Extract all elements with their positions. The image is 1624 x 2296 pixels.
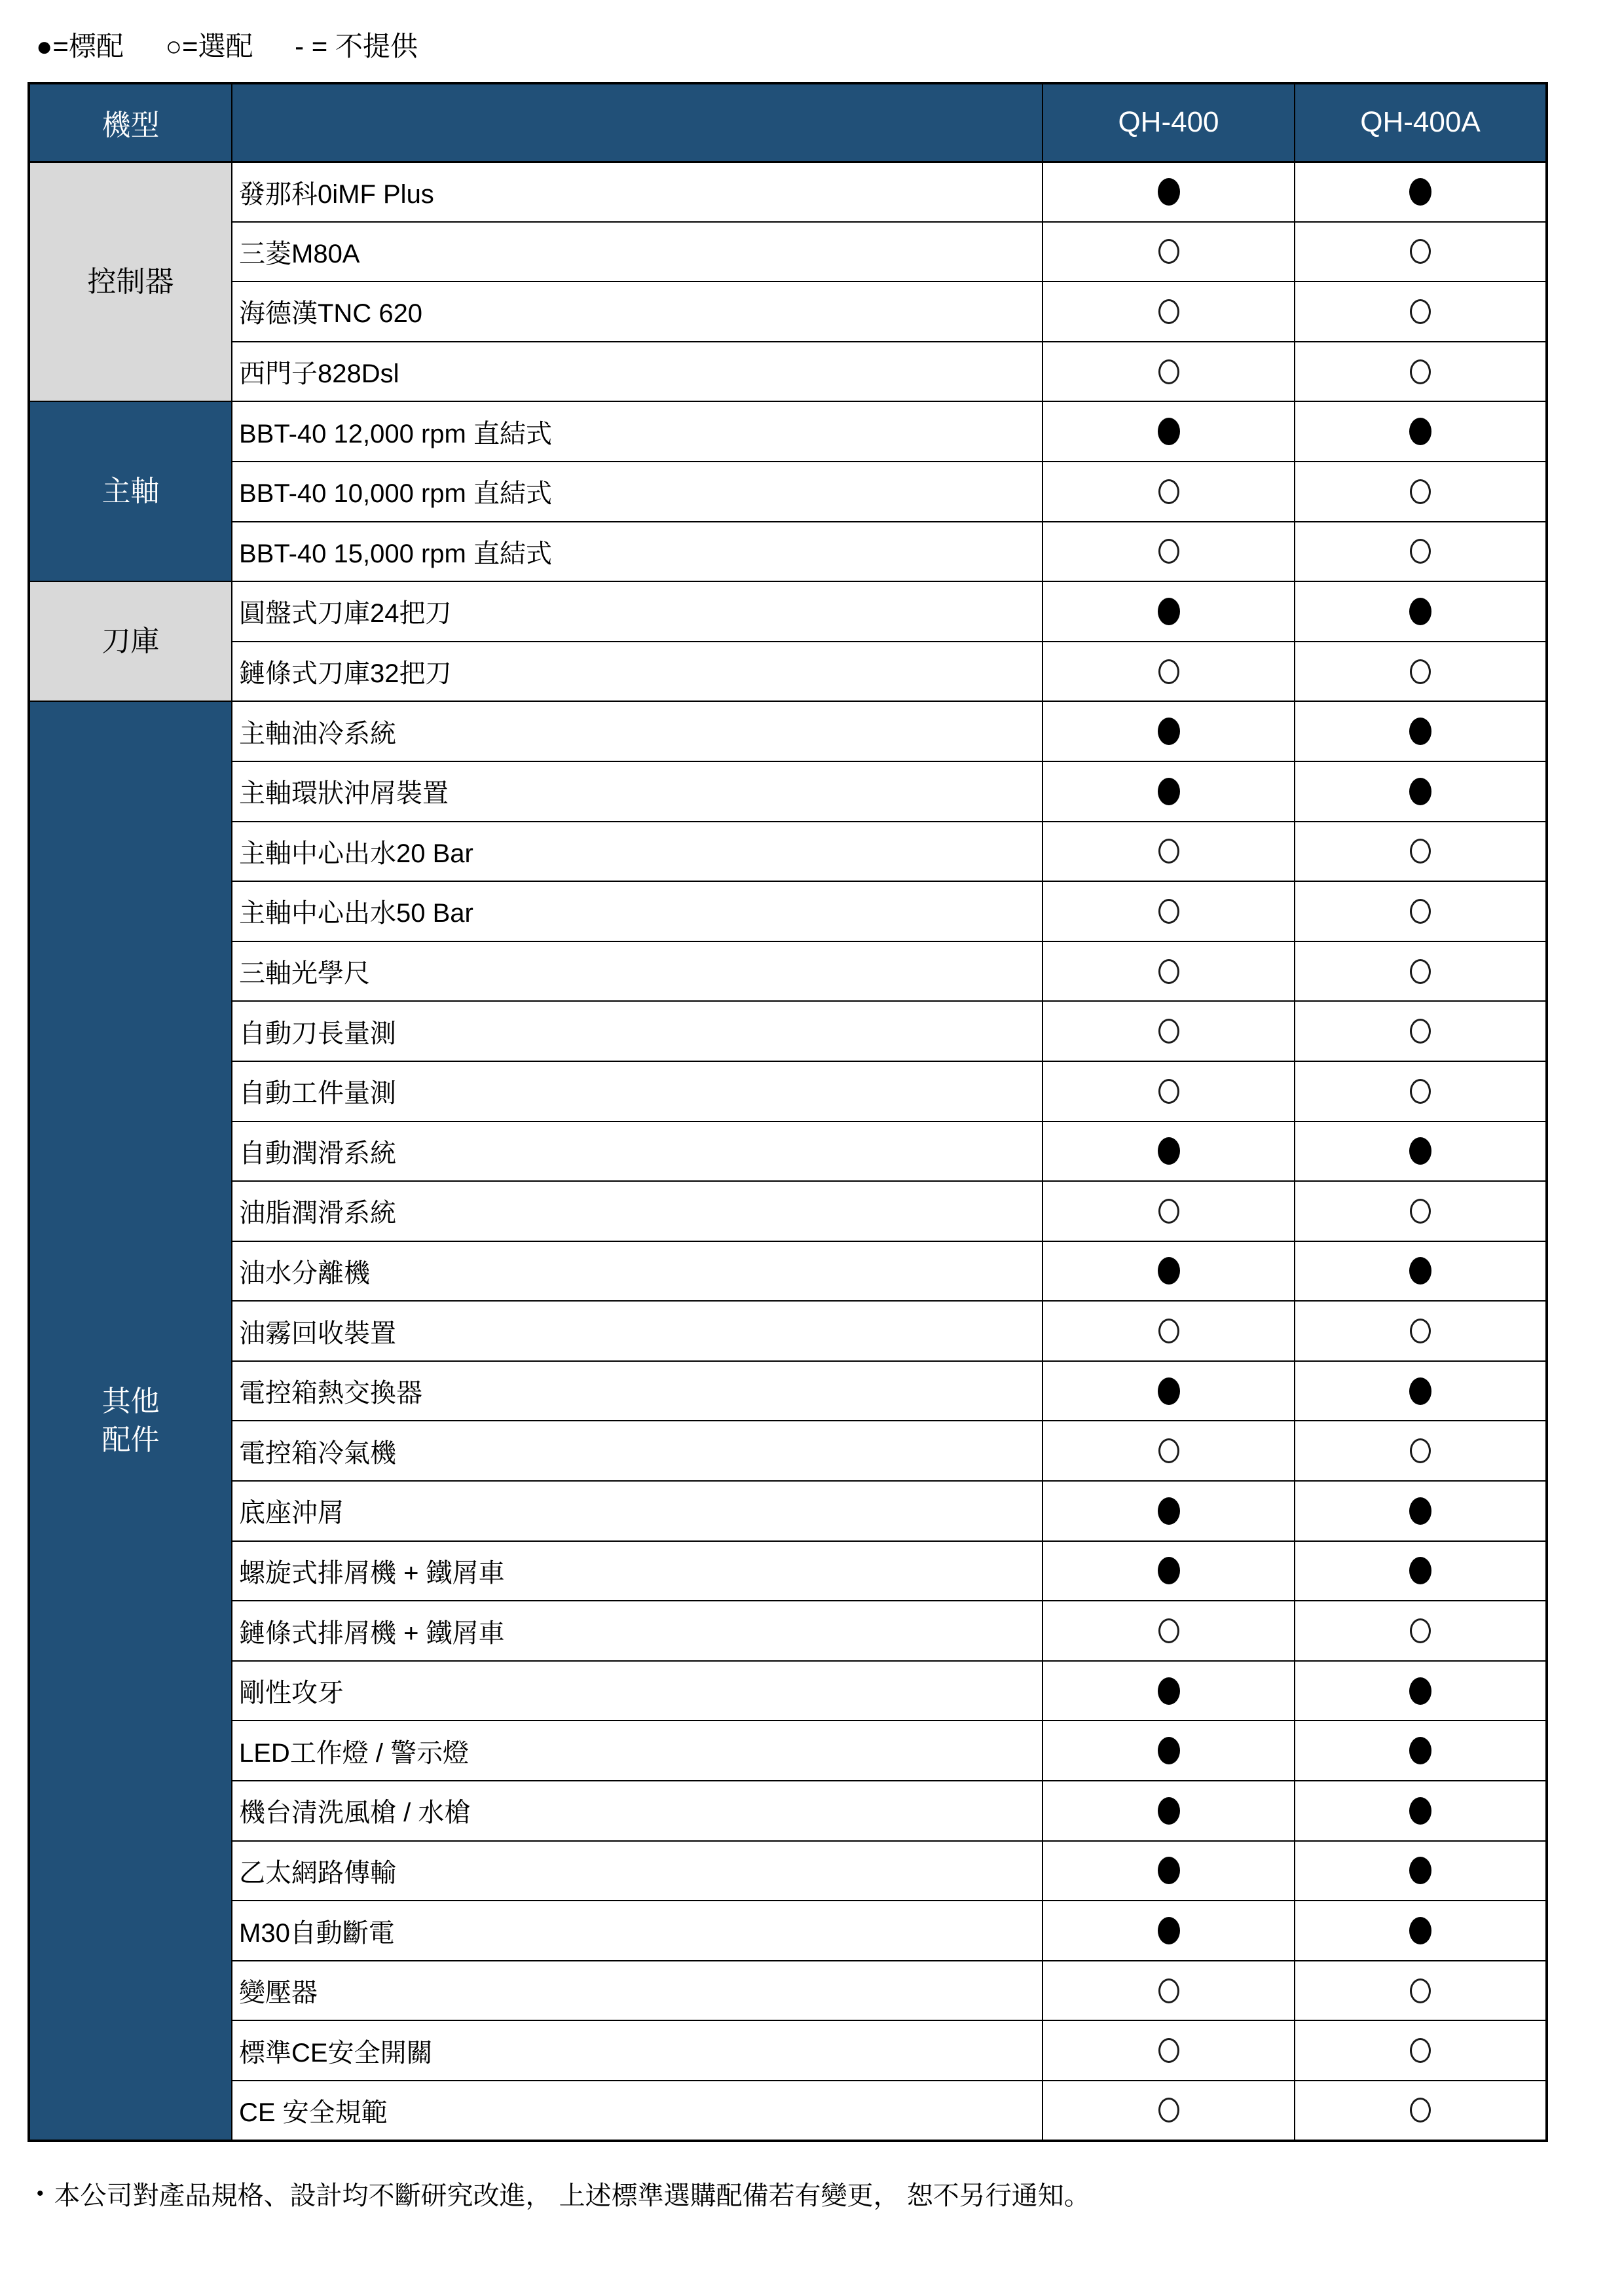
spec-row [29, 761, 1547, 822]
filled-dot-icon [1409, 1137, 1431, 1165]
group-label-1: 主軸 [29, 401, 232, 581]
standard-cell [1295, 1781, 1547, 1841]
spec-table-header [29, 83, 1547, 162]
optional-cell [1043, 1961, 1295, 2021]
filled-dot-icon [1158, 1377, 1180, 1405]
spec-row [29, 1301, 1547, 1361]
standard-cell [1295, 581, 1547, 642]
standard-cell [1043, 1121, 1295, 1182]
item-label: 主軸中心出水50 Bar [232, 881, 1043, 941]
item-label: 油霧回收裝置 [232, 1301, 1043, 1361]
optional-cell [1043, 222, 1295, 282]
item-label: 西門子828Dsl [232, 342, 1043, 402]
filled-dot-icon [1158, 718, 1180, 745]
item-label: 標準CE安全開關 [232, 2020, 1043, 2081]
item-label: CE 安全規範 [232, 2081, 1043, 2141]
open-circle-icon [1410, 239, 1431, 264]
open-circle-icon [1410, 659, 1431, 684]
filled-dot-icon [1158, 1557, 1180, 1584]
standard-cell [1295, 1121, 1547, 1182]
item-label: M30自動斷電 [232, 1901, 1043, 1961]
standard-cell [1043, 1901, 1295, 1961]
open-circle-icon [1158, 1199, 1179, 1224]
item-label: 鏈條式排屑機 + 鐵屑車 [232, 1601, 1043, 1661]
optional-cell [1295, 342, 1547, 402]
filled-dot-icon [1409, 1917, 1431, 1944]
item-label: 電控箱冷氣機 [232, 1421, 1043, 1481]
optional-cell [1043, 2020, 1295, 2081]
open-circle-icon [1158, 359, 1179, 384]
optional-cell [1043, 522, 1295, 582]
spec-row [29, 1421, 1547, 1481]
spec-row [29, 822, 1547, 882]
spec-row [29, 1121, 1547, 1182]
open-circle-icon [1158, 899, 1179, 924]
open-circle-icon [1410, 479, 1431, 504]
optional-cell [1043, 462, 1295, 522]
item-label: 三菱M80A [232, 222, 1043, 282]
open-circle-icon [1158, 479, 1179, 504]
item-label: 油水分離機 [232, 1241, 1043, 1302]
spec-row [29, 1481, 1547, 1541]
item-label: 自動工件量測 [232, 1061, 1043, 1121]
item-label: 螺旋式排屑機 + 鐵屑車 [232, 1541, 1043, 1601]
standard-cell [1043, 1361, 1295, 1421]
standard-cell [1043, 581, 1295, 642]
header-row [29, 83, 1547, 162]
optional-cell [1295, 462, 1547, 522]
open-circle-icon [1158, 959, 1179, 984]
standard-cell [1295, 701, 1547, 761]
filled-dot-icon [1409, 1677, 1431, 1705]
optional-cell [1043, 941, 1295, 1002]
standard-cell [1295, 1361, 1547, 1421]
spec-row [29, 1061, 1547, 1121]
optional-cell [1295, 941, 1547, 1002]
spec-row [29, 522, 1547, 582]
optional-cell [1043, 1421, 1295, 1481]
filled-dot-icon [1409, 718, 1431, 745]
header-model-qh400a: QH-400A [1295, 83, 1547, 162]
standard-cell [1043, 162, 1295, 222]
optional-cell [1043, 2081, 1295, 2141]
legend [36, 30, 418, 63]
open-circle-icon [1410, 899, 1431, 924]
open-circle-icon [1410, 839, 1431, 864]
optional-cell [1043, 881, 1295, 941]
legend-optional: ○=選配 [165, 31, 253, 62]
item-label: 三軸光學尺 [232, 941, 1043, 1002]
standard-cell [1295, 1901, 1547, 1961]
open-circle-icon [1158, 539, 1179, 564]
optional-cell [1295, 2020, 1547, 2081]
spec-row [29, 642, 1547, 702]
open-circle-icon [1158, 659, 1179, 684]
optional-cell [1295, 822, 1547, 882]
footnote-text: 本公司對產品規格、設計均不斷研究改進， 上述標準選購配備若有變更， 恕不另行通知。 [54, 2181, 1090, 2210]
spec-row [29, 1901, 1547, 1961]
open-circle-icon [1410, 2098, 1431, 2123]
open-circle-icon [1158, 2038, 1179, 2063]
filled-dot-icon [1409, 178, 1431, 206]
legend-not-provided: - = 不提供 [295, 31, 418, 62]
standard-cell [1043, 1241, 1295, 1302]
optional-cell [1295, 881, 1547, 941]
item-label: 海德漢TNC 620 [232, 282, 1043, 342]
optional-cell [1295, 2081, 1547, 2141]
optional-cell [1295, 642, 1547, 702]
open-circle-icon [1410, 2038, 1431, 2063]
spec-row [29, 282, 1547, 342]
optional-cell [1043, 642, 1295, 702]
item-label: BBT-40 12,000 rpm 直結式 [232, 401, 1043, 462]
footnote [37, 2175, 1090, 2212]
filled-dot-icon [1409, 418, 1431, 445]
open-circle-icon [1410, 1079, 1431, 1104]
open-circle-icon [1158, 2098, 1179, 2123]
spec-row [29, 1721, 1547, 1781]
filled-dot-icon [1409, 1857, 1431, 1884]
spec-row [29, 1181, 1547, 1241]
standard-cell [1043, 1661, 1295, 1721]
spec-row [29, 1781, 1547, 1841]
spec-row [29, 462, 1547, 522]
filled-dot-icon [1158, 1797, 1180, 1825]
filled-dot-icon [1409, 1557, 1431, 1584]
item-label: 變壓器 [232, 1961, 1043, 2021]
spec-row [29, 162, 1547, 222]
item-label: 主軸中心出水20 Bar [232, 822, 1043, 882]
spec-row [29, 881, 1547, 941]
optional-cell [1043, 342, 1295, 402]
optional-cell [1295, 222, 1547, 282]
standard-cell [1043, 701, 1295, 761]
standard-cell [1295, 1661, 1547, 1721]
optional-cell [1295, 1061, 1547, 1121]
spec-row [29, 342, 1547, 402]
item-label: BBT-40 15,000 rpm 直結式 [232, 522, 1043, 582]
open-circle-icon [1410, 539, 1431, 564]
header-machine-type: 機型 [29, 83, 232, 162]
spec-row [29, 2020, 1547, 2081]
item-label: 乙太網路傳輸 [232, 1841, 1043, 1901]
open-circle-icon [1410, 1019, 1431, 1044]
optional-cell [1043, 1601, 1295, 1661]
filled-dot-icon [1158, 1737, 1180, 1764]
item-label: 主軸油冷系統 [232, 701, 1043, 761]
item-label: 自動潤滑系統 [232, 1121, 1043, 1182]
spec-row [29, 1841, 1547, 1901]
open-circle-icon [1158, 1978, 1179, 2003]
optional-cell [1295, 282, 1547, 342]
filled-dot-icon [1409, 598, 1431, 625]
header-item-blank [232, 83, 1043, 162]
standard-cell [1043, 1721, 1295, 1781]
spec-row [29, 1661, 1547, 1721]
open-circle-icon [1158, 1019, 1179, 1044]
filled-dot-icon [1158, 178, 1180, 206]
group-label-2: 刀庫 [29, 581, 232, 701]
spec-row [29, 701, 1547, 761]
filled-dot-icon [1158, 1257, 1180, 1285]
item-label: 主軸環狀沖屑裝置 [232, 761, 1043, 822]
open-circle-icon [1410, 959, 1431, 984]
filled-dot-icon [1158, 778, 1180, 805]
spec-row [29, 941, 1547, 1002]
item-label: 發那科0iMF Plus [232, 162, 1043, 222]
optional-cell [1295, 1301, 1547, 1361]
standard-cell [1295, 162, 1547, 222]
optional-cell [1295, 1601, 1547, 1661]
optional-cell [1295, 522, 1547, 582]
standard-cell [1043, 1481, 1295, 1541]
filled-dot-icon [1409, 778, 1431, 805]
item-label: 鏈條式刀庫32把刀 [232, 642, 1043, 702]
footnote-bullet-icon: • [37, 2183, 44, 2204]
optional-cell [1043, 1301, 1295, 1361]
filled-dot-icon [1158, 1857, 1180, 1884]
spec-table-body [29, 162, 1547, 2141]
item-label: BBT-40 10,000 rpm 直結式 [232, 462, 1043, 522]
open-circle-icon [1410, 1978, 1431, 2003]
optional-cell [1295, 1961, 1547, 2021]
optional-cell [1295, 1421, 1547, 1481]
group-label-3: 其他 配件 [29, 701, 232, 2140]
optional-cell [1043, 282, 1295, 342]
optional-cell [1043, 1061, 1295, 1121]
standard-cell [1295, 401, 1547, 462]
filled-dot-icon [1409, 1497, 1431, 1525]
open-circle-icon [1410, 1438, 1431, 1463]
optional-cell [1295, 1181, 1547, 1241]
open-circle-icon [1410, 299, 1431, 324]
filled-dot-icon [1158, 598, 1180, 625]
item-label: 油脂潤滑系統 [232, 1181, 1043, 1241]
filled-dot-icon [1158, 1137, 1180, 1165]
filled-dot-icon [1409, 1257, 1431, 1285]
spec-table [28, 82, 1548, 2142]
standard-cell [1295, 1721, 1547, 1781]
open-circle-icon [1158, 239, 1179, 264]
open-circle-icon [1158, 1319, 1179, 1343]
open-circle-icon [1410, 1199, 1431, 1224]
item-label: 底座沖屑 [232, 1481, 1043, 1541]
item-label: 電控箱熱交換器 [232, 1361, 1043, 1421]
open-circle-icon [1158, 1618, 1179, 1643]
filled-dot-icon [1158, 1497, 1180, 1525]
legend-standard: ●=標配 [36, 31, 124, 62]
open-circle-icon [1410, 1319, 1431, 1343]
standard-cell [1295, 761, 1547, 822]
filled-dot-icon [1158, 1917, 1180, 1944]
standard-cell [1043, 761, 1295, 822]
spec-row [29, 581, 1547, 642]
spec-row [29, 1601, 1547, 1661]
open-circle-icon [1158, 839, 1179, 864]
optional-cell [1043, 1001, 1295, 1061]
spec-row [29, 1961, 1547, 2021]
spec-row [29, 2081, 1547, 2141]
spec-row [29, 1361, 1547, 1421]
spec-row [29, 1001, 1547, 1061]
item-label: 剛性攻牙 [232, 1661, 1043, 1721]
standard-cell [1043, 1841, 1295, 1901]
spec-row [29, 1541, 1547, 1601]
open-circle-icon [1410, 1618, 1431, 1643]
optional-cell [1043, 1181, 1295, 1241]
spec-row [29, 1241, 1547, 1302]
open-circle-icon [1158, 1438, 1179, 1463]
standard-cell [1295, 1841, 1547, 1901]
standard-cell [1295, 1241, 1547, 1302]
spec-row [29, 401, 1547, 462]
standard-cell [1043, 1781, 1295, 1841]
optional-cell [1043, 822, 1295, 882]
open-circle-icon [1158, 299, 1179, 324]
filled-dot-icon [1158, 418, 1180, 445]
standard-cell [1043, 1541, 1295, 1601]
standard-cell [1043, 401, 1295, 462]
item-label: LED工作燈 / 警示燈 [232, 1721, 1043, 1781]
open-circle-icon [1158, 1079, 1179, 1104]
spec-row [29, 222, 1547, 282]
header-model-qh400: QH-400 [1043, 83, 1295, 162]
optional-cell [1295, 1001, 1547, 1061]
filled-dot-icon [1158, 1677, 1180, 1705]
open-circle-icon [1410, 359, 1431, 384]
group-label-0: 控制器 [29, 162, 232, 401]
filled-dot-icon [1409, 1797, 1431, 1825]
filled-dot-icon [1409, 1377, 1431, 1405]
item-label: 圓盤式刀庫24把刀 [232, 581, 1043, 642]
filled-dot-icon [1409, 1737, 1431, 1764]
item-label: 機台清洗風槍 / 水槍 [232, 1781, 1043, 1841]
item-label: 自動刀長量測 [232, 1001, 1043, 1061]
standard-cell [1295, 1541, 1547, 1601]
standard-cell [1295, 1481, 1547, 1541]
